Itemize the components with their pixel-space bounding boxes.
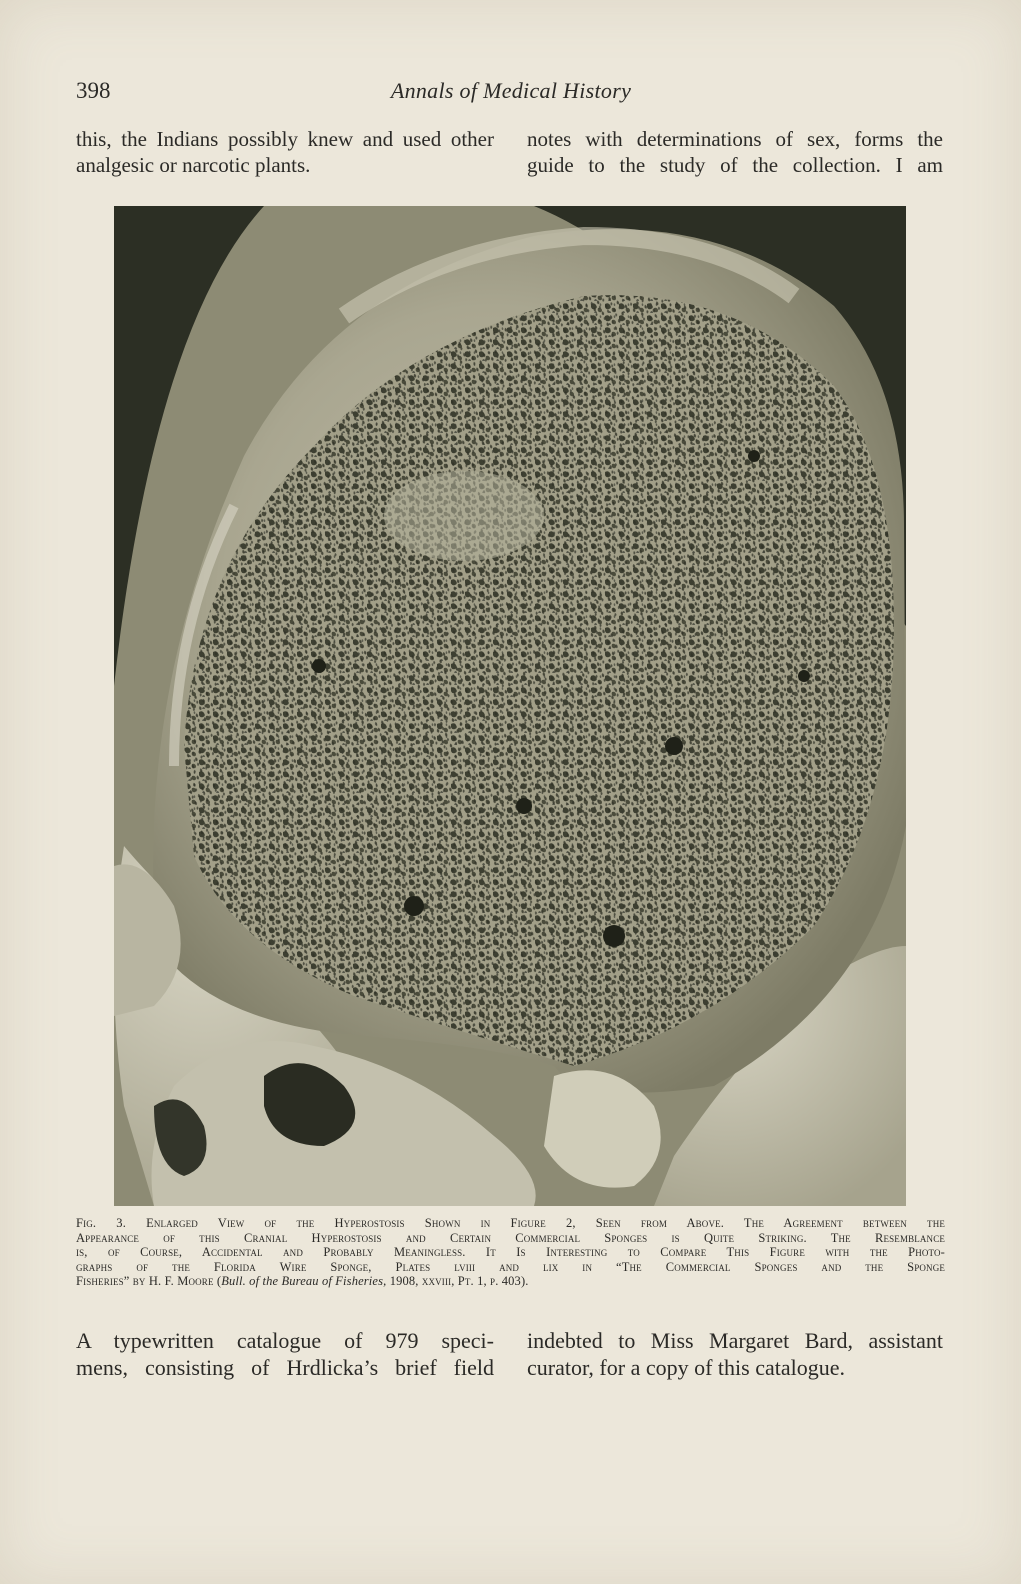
caption-line: is, of Course, Accidental and Probably Meaningless. It Is Interesting to Compare This Figure with the Photo-	[76, 1245, 945, 1260]
body-text-line: A typewritten catalogue of 979 speci-	[76, 1328, 494, 1353]
caption-line: Fig. 3. Enlarged View of the Hyperostosis Shown in Figure 2, Seen from Above. The Agreement between the	[76, 1216, 945, 1230]
body-text-line: analgesic or narcotic plants.	[76, 153, 311, 177]
caption-line: graphs of the Florida Wire Sponge, Plates lviii and lix in “The Commercial Sponges and the Sponge	[76, 1259, 945, 1274]
skull-photograph	[114, 206, 906, 1206]
page-number: 398	[76, 78, 111, 103]
caption-line-last	[76, 1274, 945, 1289]
figure-caption	[76, 1216, 945, 1289]
bottom-right-column	[527, 1327, 943, 1381]
running-title: Annals of Medical History	[390, 78, 632, 103]
caption-text: Fisheries” by H. F. Moore (	[76, 1274, 222, 1289]
caption-journal-title: Bull. of the Bureau of Fisheries,	[221, 1274, 387, 1289]
body-text-line: guide to the study of the collection. I am	[527, 153, 943, 177]
body-text-line: notes with determinations of sex, forms the	[527, 127, 943, 151]
caption-text: 1908, xxviii, Pt. 1, p. 403).	[386, 1274, 529, 1289]
figure-photograph	[114, 206, 906, 1206]
body-text-line: indebted to Miss Margaret Bard, assistant	[527, 1328, 943, 1353]
caption-line: Appearance of this Cranial Hyperostosis and Certain Commercial Sponges is Quite Striking. The Resemblance	[76, 1230, 945, 1245]
body-text-line: curator, for a copy of this catalogue.	[527, 1355, 845, 1380]
bottom-left-column	[76, 1327, 494, 1381]
body-text-line: this, the Indians possibly knew and used other	[76, 127, 494, 151]
page-header	[76, 78, 946, 108]
body-text-line: mens, consisting of Hrdlicka’s brief field	[76, 1355, 494, 1380]
top-left-column	[76, 126, 494, 178]
top-right-column	[527, 126, 943, 178]
